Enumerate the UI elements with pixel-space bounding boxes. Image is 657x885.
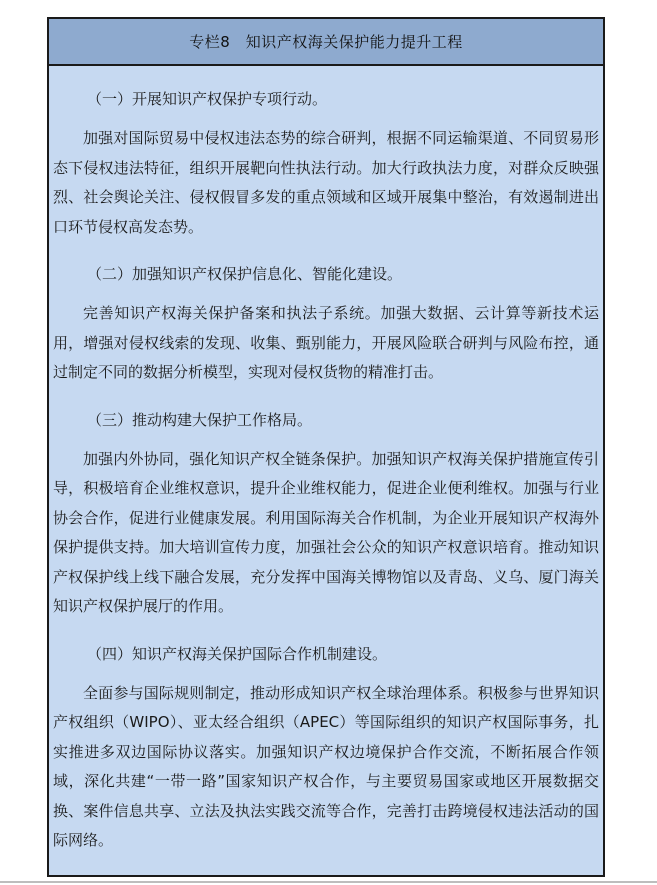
section-4-paragraph: 全面参与国际规则制定，推动形成知识产权全球治理体系。积极参与世界知识产权组织（WIPO）、亚太经合组织（APEC）等国际组织的知识产权国际事务，扎实推进多双边国际协议落实。加强知识产权边境保护合作交流，不断拓展合作领域，深化共建“一带一路”国家知识产权合作，与主要贸易国家或地区开展数据交换、案件信息共享、立法及执法实践交流等合作，完善打击跨境侵权违法活动的国际网络。 bbox=[53, 683, 599, 849]
bottom-divider bbox=[0, 881, 657, 883]
column-title-text: 专栏8 知识产权海关保护能力提升工程 bbox=[189, 33, 463, 51]
section-1-heading: （一）开展知识产权保护专项行动。 bbox=[87, 90, 328, 108]
section-2-paragraph: 完善知识产权海关保护备案和执法子系统。加强大数据、云计算等新技术运用，增强对侵权线索的发现、收集、甄别能力，开展风险联合研判与风险布控，通过制定不同的数据分析模型，实现对侵权货物的精准打击。 bbox=[53, 304, 599, 381]
column-box bbox=[47, 17, 605, 877]
section-2-heading: （二）加强知识产权保护信息化、智能化建设。 bbox=[87, 265, 403, 283]
section-1-paragraph: 加强对国际贸易中侵权违法态势的综合研判，根据不同运输渠道、不同贸易形态下侵权违法特征，组织开展靶向性执法行动。加大行政执法力度，对群众反映强烈、社会舆论关注、侵权假冒多发的重点领域和区域开展集中整治，有效遏制进出口环节侵权高发态势。 bbox=[53, 129, 599, 236]
column-body bbox=[49, 66, 603, 856]
section-3-heading: （三）推动构建大保护工作格局。 bbox=[87, 410, 313, 429]
section-4-heading: （四）知识产权海关保护国际合作机制建设。 bbox=[87, 644, 388, 663]
column-title bbox=[49, 19, 603, 66]
section-3-paragraph: 加强内外协同，强化知识产权全链条保护。加强知识产权海关保护措施宣传引导，积极培育企业维权意识，提升企业维权能力，促进企业便利维权。加强与行业协会合作，促进行业健康发展。利用国际海关合作机制，为企业开展知识产权海外保护提供支持。加大培训宣传力度，加强社会公众的知识产权意识培育。推动知识产权保护线上线下融合发展，充分发挥中国海关博物馆以及青岛、义乌、厦门海关知识产权保护展厅的作用。 bbox=[53, 449, 599, 615]
